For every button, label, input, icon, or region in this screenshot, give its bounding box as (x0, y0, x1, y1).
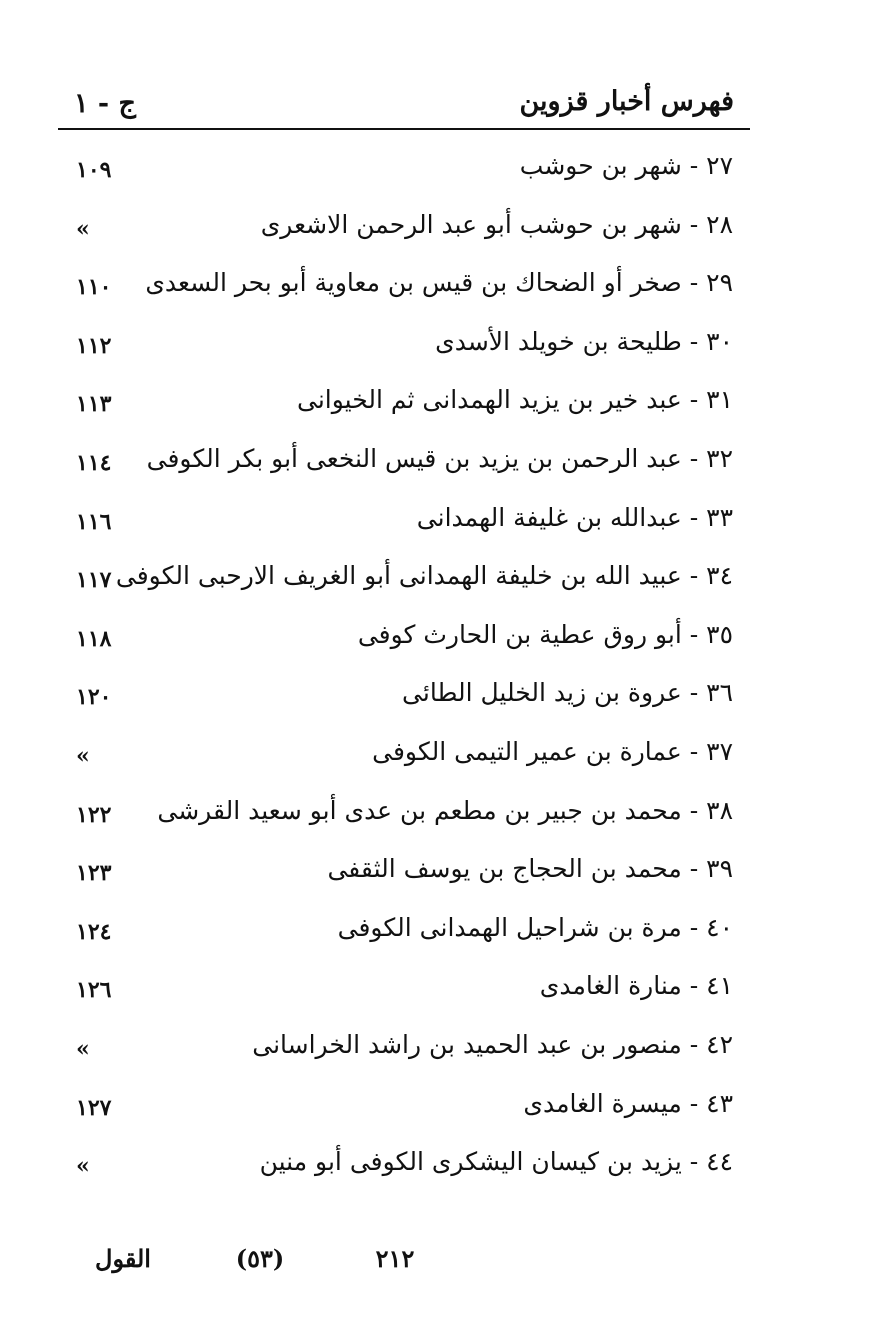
index-entry (0, 377, 873, 436)
entry-page-number: ١١٣ (76, 391, 112, 418)
entry-name: ٣٨ - محمد بن جبير بن مطعم بن عدى أبو سعيد القرشى (157, 795, 733, 825)
entry-name: ٣٠ - طليحة بن خويلد الأسدى (435, 326, 733, 356)
index-entry (0, 1081, 873, 1140)
index-entry (0, 612, 873, 671)
entry-page-number: ١٢٢ (76, 801, 112, 828)
index-entry (0, 1139, 873, 1198)
footer-signature-mark: (٥٣) (235, 1244, 285, 1273)
index-entry (0, 1022, 873, 1081)
entry-page-number: ١١٤ (76, 449, 112, 476)
index-entry (0, 846, 873, 905)
page-header (58, 84, 750, 130)
entry-page-number: » (76, 742, 90, 769)
entry-name: ٤٢ - منصور بن عبد الحميد بن راشد الخراسانى (252, 1029, 733, 1059)
entry-name: ٢٩ - صخر أو الضحاك بن قيس بن معاوية أبو بحر السعدى (145, 268, 733, 298)
index-entry (0, 553, 873, 612)
entry-name: ٤٤ - يزيد بن كيسان اليشكرى الكوفى أبو منين (259, 1147, 733, 1177)
entry-page-number: ١١٦ (76, 508, 112, 535)
index-entry (0, 319, 873, 378)
entry-name: ٣٣ - عبدالله بن غليفة الهمدانى (416, 502, 733, 532)
index-entry (0, 670, 873, 729)
entry-name: ٢٨ - شهر بن حوشب أبو عبد الرحمن الاشعرى (260, 209, 733, 239)
entry-name: ٣١ - عبد خير بن يزيد الهمدانى ثم الخيوانى (297, 385, 733, 415)
index-entry (0, 495, 873, 554)
entry-page-number: » (76, 1153, 90, 1180)
footer-page-number: ٢١٢ (375, 1244, 415, 1273)
entry-name: ٣٢ - عبد الرحمن بن يزيد بن قيس النخعى أبو بكر الكوفى (146, 443, 733, 473)
index-entry (0, 905, 873, 964)
index-entry (0, 202, 873, 261)
entry-name: ٣٩ - محمد بن الحجاج بن يوسف الثقفى (327, 854, 733, 884)
entry-name: ٢٧ - شهر بن حوشب (519, 151, 733, 180)
index-entry (0, 963, 873, 1022)
entry-name: ٤٣ - ميسرة الغامدى (523, 1088, 733, 1118)
entry-name: ٣٥ - أبو روق عطية بن الحارث كوفى (357, 619, 733, 649)
entry-page-number: ١١٢ (76, 332, 112, 359)
index-entry (0, 260, 873, 319)
index-entry (0, 143, 873, 202)
header-volume: ج - ١ (74, 88, 136, 119)
entry-page-number: ١١٧ (76, 567, 112, 594)
entry-page-number: ١٢٧ (76, 1094, 112, 1121)
entry-page-number: ١٢٤ (76, 918, 112, 945)
entry-page-number: ١١٠ (76, 274, 112, 301)
entry-name: ٤٠ - مرة بن شراحيل الهمدانى الكوفى (337, 912, 733, 942)
entry-page-number: » (76, 1035, 90, 1062)
entry-page-number: ١٢٦ (76, 977, 112, 1004)
header-title: فهرس أخبار قزوين (519, 86, 734, 117)
index-entry (0, 436, 873, 495)
entry-name: ٣٧ - عمارة بن عمير التيمى الكوفى (372, 736, 733, 766)
index-list (0, 143, 873, 1198)
entry-name: ٣٤ - عبيد الله بن خليفة الهمدانى أبو الغريف الارحبى الكوفى (115, 561, 733, 591)
entry-page-number: ١٢٠ (76, 684, 112, 711)
index-entry (0, 788, 873, 847)
page-footer (0, 1240, 873, 1280)
entry-page-number: ١١٨ (76, 625, 112, 652)
entry-page-number: ١٠٩ (76, 157, 112, 183)
entry-name: ٣٦ - عروة بن زيد الخليل الطائى (402, 678, 733, 708)
index-entry (0, 729, 873, 788)
entry-page-number: » (76, 215, 90, 242)
entry-name: ٤١ - منارة الغامدى (539, 971, 733, 1001)
footer-catchword: القول (95, 1244, 151, 1273)
entry-page-number: ١٢٣ (76, 860, 112, 887)
